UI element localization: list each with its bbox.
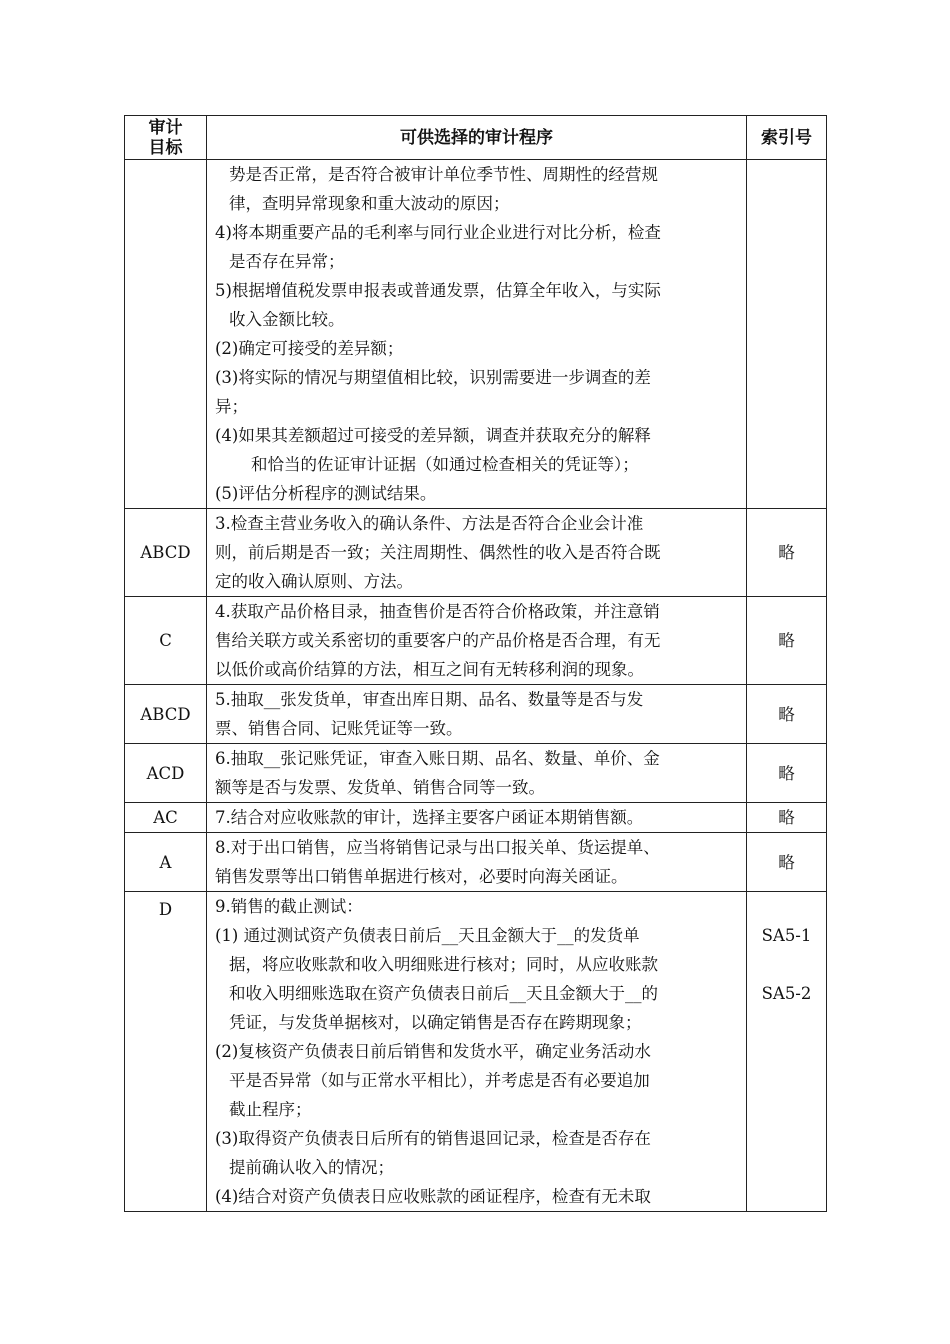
- procedure-line: (3)将实际的情况与期望值相比较，识别需要进一步调查的差: [215, 368, 651, 387]
- procedure-line: 以低价或高价结算的方法，相互之间有无转移利润的现象。: [215, 660, 644, 679]
- audit-goal-cell: D: [125, 892, 207, 1212]
- audit-goal-cell: A: [125, 833, 207, 892]
- procedure-line: 异；: [215, 397, 248, 416]
- procedure-line: 票、销售合同、记账凭证等一致。: [215, 719, 463, 738]
- audit-procedure-table: [124, 115, 827, 1212]
- table-row: [125, 803, 827, 833]
- procedure-line: 5)根据增值税发票申报表或普通发票，估算全年收入，与实际: [215, 281, 661, 300]
- audit-goal-cell: AC: [125, 803, 207, 833]
- header-goal-line-2: 目标: [148, 137, 183, 158]
- table-row: [125, 892, 827, 1212]
- procedure-cell: [207, 744, 747, 803]
- procedure-cell: [207, 803, 747, 833]
- index-reference: [747, 950, 826, 979]
- procedure-line: 4)将本期重要产品的毛利率与同行业企业进行对比分析，检查: [215, 223, 661, 242]
- procedure-line: (2)复核资产负债表日前后销售和发货水平，确定业务活动水: [215, 1042, 651, 1061]
- procedure-cell: [207, 160, 747, 509]
- procedure-line: 4.获取产品价格目录，抽查售价是否符合价格政策，并注意销: [215, 602, 660, 621]
- procedure-line: 额等是否与发票、发货单、销售合同等一致。: [215, 778, 545, 797]
- procedure-line: 9.销售的截止测试：: [215, 897, 363, 916]
- procedure-cell: [207, 509, 747, 597]
- header-goal: [125, 116, 207, 160]
- table-row: [125, 685, 827, 744]
- procedure-line: 截止程序；: [229, 1100, 312, 1119]
- table-row: [125, 833, 827, 892]
- procedure-line: 和恰当的佐证审计证据（如通过检查相关的凭证等）；: [251, 455, 639, 474]
- procedure-line: 5.抽取__张发货单，审查出库日期、品名、数量等是否与发: [215, 690, 644, 709]
- procedure-line: 是否存在异常；: [229, 252, 345, 271]
- audit-goal-cell: ABCD: [125, 509, 207, 597]
- index-cell: 略: [747, 833, 827, 892]
- header-goal-line-1: 审计: [148, 117, 183, 138]
- audit-goal-cell: C: [125, 597, 207, 685]
- audit-goal-cell: ABCD: [125, 685, 207, 744]
- index-cell: 略: [747, 597, 827, 685]
- procedure-line: 凭证，与发货单据核对，以确定销售是否存在跨期现象；: [229, 1013, 642, 1032]
- index-reference: [747, 892, 826, 921]
- procedure-line: 提前确认收入的情况；: [229, 1158, 394, 1177]
- procedure-line: 据，将应收账款和收入明细账进行核对；同时，从应收账款: [229, 955, 658, 974]
- procedure-line: (1) 通过测试资产负债表日前后__天且金额大于__的发货单: [215, 926, 640, 945]
- procedure-line: (5)评估分析程序的测试结果。: [215, 484, 437, 503]
- table-row: [125, 597, 827, 685]
- procedure-line: 平是否异常（如与正常水平相比），并考虑是否有必要追加: [229, 1071, 650, 1090]
- header-index: 索引号: [747, 116, 827, 160]
- procedure-cell: [207, 597, 747, 685]
- procedure-line: 势是否正常，是否符合被审计单位季节性、周期性的经营规: [229, 165, 658, 184]
- index-cell: 略: [747, 509, 827, 597]
- procedure-line: 6.抽取__张记账凭证，审查入账日期、品名、数量、单价、金: [215, 749, 660, 768]
- header-procedure: 可供选择的审计程序: [207, 116, 747, 160]
- table-row: [125, 509, 827, 597]
- table-row: [125, 160, 827, 509]
- index-cell: [747, 160, 827, 509]
- procedure-line: (4)如果其差额超过可接受的差异额，调查并获取充分的解释: [215, 426, 651, 445]
- audit-goal-cell: ACD: [125, 744, 207, 803]
- index-cell: [747, 892, 827, 1212]
- table-header-row: [125, 116, 827, 160]
- index-reference: SA5-2: [761, 984, 812, 1003]
- procedure-line: 3.检查主营业务收入的确认条件、方法是否符合企业会计准: [215, 514, 644, 533]
- procedure-line: 则，前后期是否一致；关注周期性、偶然性的收入是否符合既: [215, 543, 661, 562]
- procedure-line: 收入金额比较。: [229, 310, 345, 329]
- procedure-line: (3)取得资产负债表日后所有的销售退回记录，检查是否存在: [215, 1129, 651, 1148]
- procedure-line: 销售发票等出口销售单据进行核对，必要时向海关函证。: [215, 867, 628, 886]
- table-body: [125, 160, 827, 1212]
- procedure-line: 7.结合对应收账款的审计，选择主要客户函证本期销售额。: [215, 808, 644, 827]
- procedure-line: 8.对于出口销售，应当将销售记录与出口报关单、货运提单、: [215, 838, 660, 857]
- procedure-line: 定的收入确认原则、方法。: [215, 572, 413, 591]
- procedure-cell: [207, 892, 747, 1212]
- procedure-line: (4)结合对资产负债表日应收账款的函证程序，检查有无未取: [215, 1187, 651, 1206]
- table-row: [125, 744, 827, 803]
- index-reference: SA5-1: [761, 926, 812, 945]
- procedure-cell: [207, 685, 747, 744]
- audit-goal-cell: [125, 160, 207, 509]
- index-cell: 略: [747, 685, 827, 744]
- procedure-line: 售给关联方或关系密切的重要客户的产品价格是否合理，有无: [215, 631, 661, 650]
- index-cell: 略: [747, 744, 827, 803]
- procedure-line: 律，查明异常现象和重大波动的原因；: [229, 194, 510, 213]
- procedure-line: 和收入明细账选取在资产负债表日前后__天且金额大于__的: [229, 984, 658, 1003]
- procedure-line: (2)确定可接受的差异额；: [215, 339, 404, 358]
- index-cell: 略: [747, 803, 827, 833]
- procedure-cell: [207, 833, 747, 892]
